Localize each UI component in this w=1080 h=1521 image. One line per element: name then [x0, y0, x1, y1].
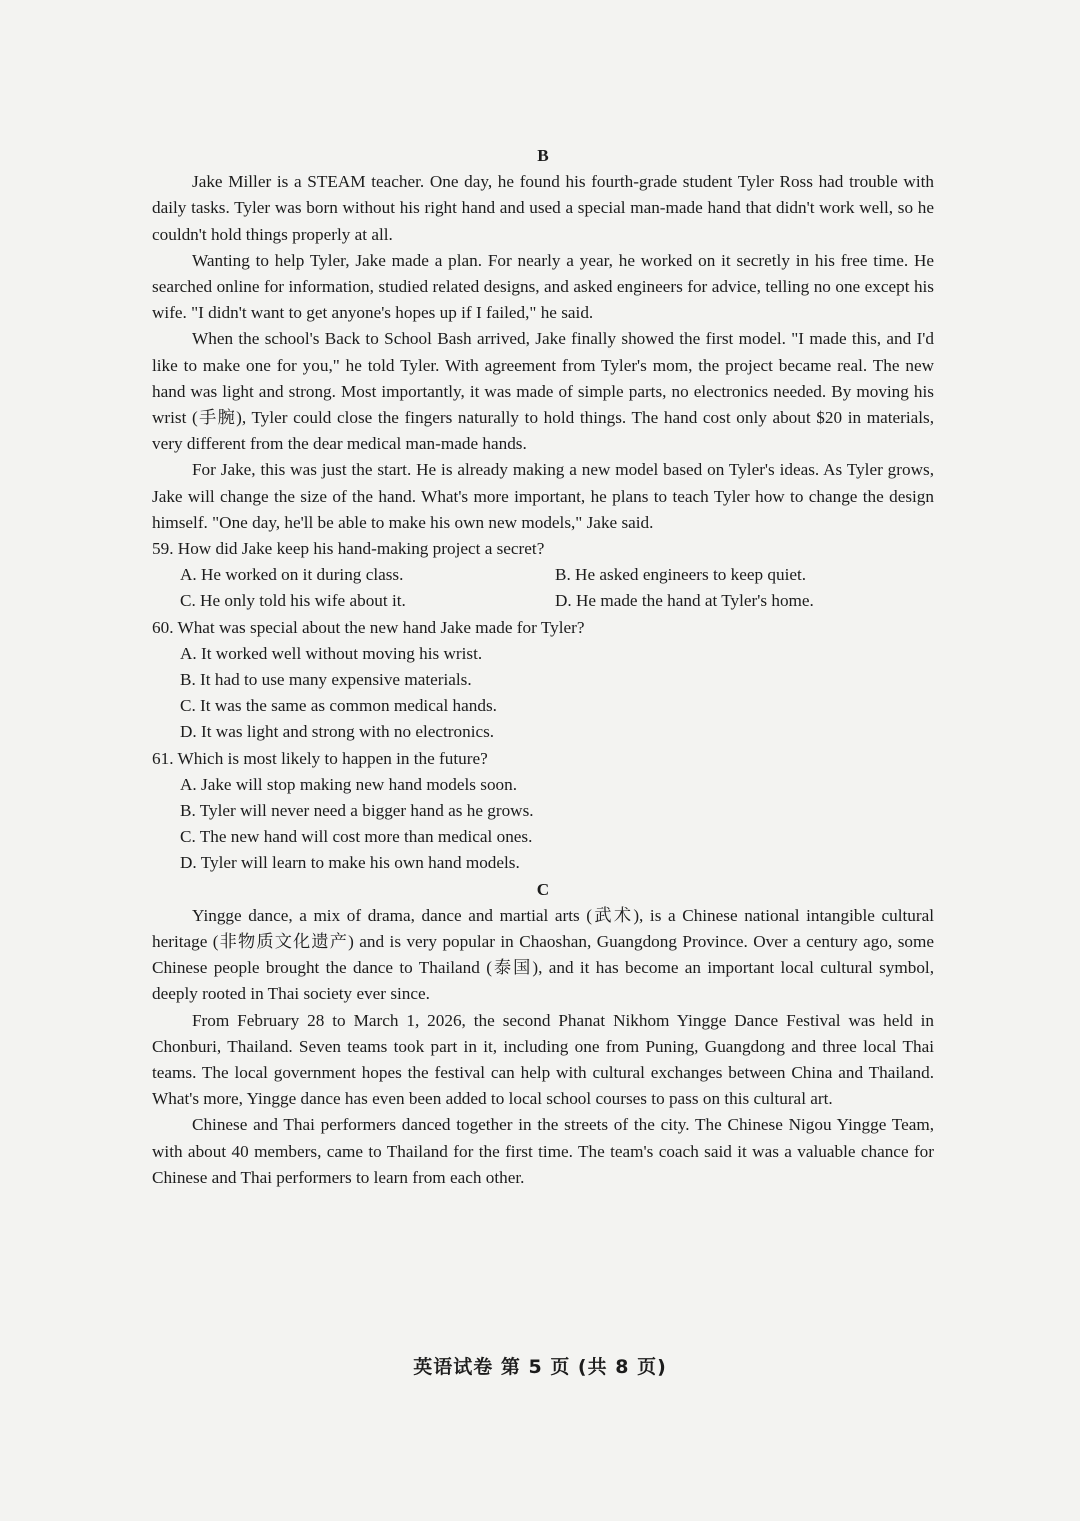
question-59-option-c: C. He only told his wife about it. — [180, 591, 406, 611]
question-61-option-b: B. Tyler will never need a bigger hand as he grows. — [180, 801, 534, 821]
section-b-paragraph-2: Wanting to help Tyler, Jake made a plan. For nearly a year, he worked on it secretly in his free time. He searched online for information, studied related designs, and asked engineers for advice, telling no one except his wife. "I didn't want to get anyone's hopes up if I failed," he said. — [152, 250, 934, 323]
question-60-stem: 60. What was special about the new hand Jake made for Tyler? — [152, 617, 585, 637]
question-61-option-a: A. Jake will stop making new hand models soon. — [180, 774, 518, 794]
section-b-paragraph-1: Jake Miller is a STEAM teacher. One day, he found his fourth-grade student Tyler Ross had trouble with daily tasks. Tyler was born without his right hand and used a special man-made hand that didn't work well, so he couldn't hold things properly at all. — [152, 172, 934, 244]
section-b-paragraph-3: When the school's Back to School Bash arrived, Jake finally showed the first model. "I made this, and I'd like to make one for you," he told Tyler. With agreement from Tyler's mom, the project became real. The new hand was light and strong. Most importantly, it was made of simple parts, no electronics needed. By moving his wrist (手腕), Tyler could close the fingers naturally to hold things. The hand cost only about $20 in materials, very different from the dear medical man-made hands. — [152, 329, 934, 454]
question-60-option-a: A. It worked well without moving his wrist. — [180, 643, 483, 663]
section-b-paragraph-4: For Jake, this was just the start. He is already making a new model based on Tyler's ideas. As Tyler grows, Jake will change the size of the hand. What's more important, he plans to teach Tyler how to change the design himself. "One day, he'll be able to make his own new models," Jake said. — [152, 460, 934, 532]
question-60-option-b: B. It had to use many expensive materials. — [180, 670, 472, 690]
question-59-options-row-2 — [152, 588, 934, 614]
question-61-stem: 61. Which is most likely to happen in the future? — [152, 748, 488, 768]
page-footer: 英语试卷 第 5 页 (共 8 页) — [413, 1356, 667, 1378]
section-c-paragraph-2: From February 28 to March 1, 2026, the second Phanat Nikhom Yingge Dance Festival was held in Chonburi, Thailand. Seven teams took part in it, including one from Puning, Guangdong and three local Thai teams. The local government hopes the festival can help with cultural exchanges between China and Thailand. What's more, Yingge dance has even been added to local school courses to pass on this cultural art. — [152, 1010, 934, 1109]
question-59-option-a: A. He worked on it during class. — [180, 565, 404, 585]
question-60-option-c: C. It was the same as common medical hands. — [180, 696, 497, 716]
question-59-options-row-1 — [152, 562, 934, 588]
question-59-option-b: B. He asked engineers to keep quiet. — [555, 565, 807, 585]
question-61 — [152, 746, 934, 877]
question-60 — [152, 615, 934, 746]
section-b-heading: B — [537, 146, 549, 165]
section-c-paragraph-1: Yingge dance, a mix of drama, dance and martial arts (武术), is a Chinese national intangible cultural heritage (非物质文化遗产) and is very popular in Chaoshan, Guangdong Province. Over a century ago, some Chinese people brought the dance to Thailand (泰国), and it has become an important local cultural symbol, deeply rooted in Thai society ever since. — [152, 905, 934, 1004]
section-c-paragraph-3: Chinese and Thai performers danced together in the streets of the city. The Chinese Nigou Yingge Team, with about 40 members, came to Thailand for the first time. The team's coach said it was a valuable chance for Chinese and Thai performers to learn from each other. — [152, 1115, 934, 1187]
question-60-option-d: D. It was light and strong with no electronics. — [180, 722, 495, 742]
question-59-option-d: D. He made the hand at Tyler's home. — [555, 591, 814, 611]
exam-page-body — [152, 143, 934, 1191]
section-c-heading: C — [536, 879, 550, 899]
question-59-stem: 59. How did Jake keep his hand-making project a secret? — [152, 539, 545, 559]
question-59 — [152, 536, 934, 615]
question-61-option-c: C. The new hand will cost more than medical ones. — [180, 827, 533, 847]
question-61-option-d: D. Tyler will learn to make his own hand models. — [180, 853, 520, 873]
